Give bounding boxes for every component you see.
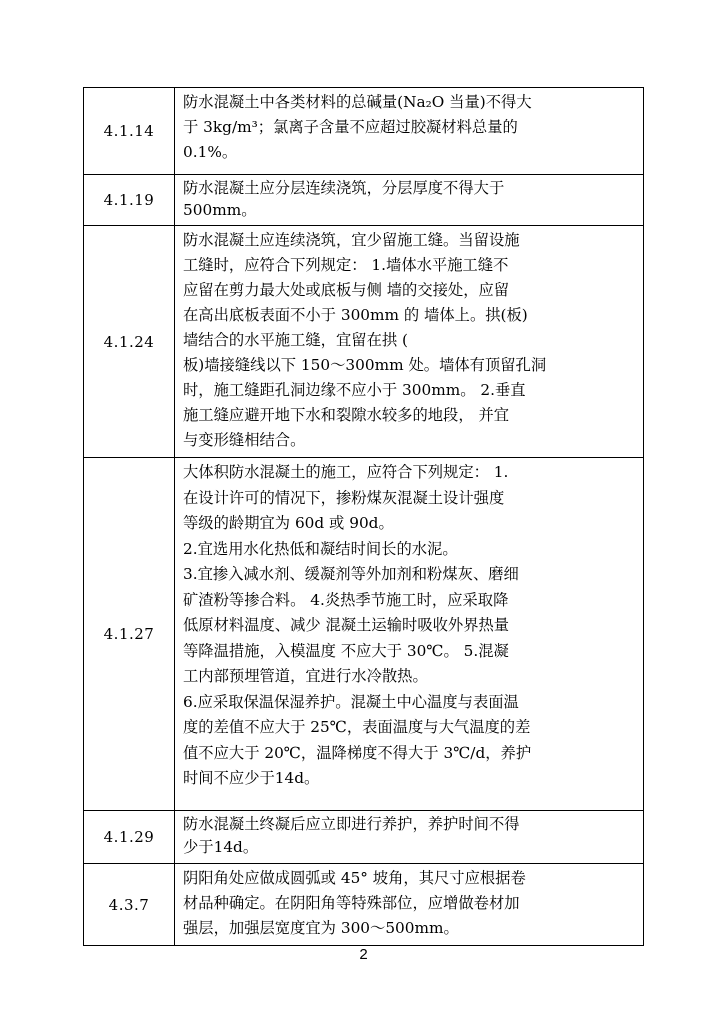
text-line: 墙结合的水平施工缝，宜留在拱 ( [183, 331, 408, 349]
text-line: 工内部预埋管道，宜进行水冷散热。 [183, 667, 428, 685]
text-line: 时间不应少于14d。 [183, 769, 320, 787]
text-line: 在高出底板表面不小于 300mm 的 墙体上。拱(板) [183, 306, 528, 324]
text-line: 500mm。 [183, 201, 257, 219]
clause-text [175, 811, 644, 864]
clause-number: 4.1.14 [84, 88, 175, 175]
table-row [84, 864, 644, 946]
text-line: 防水混凝土应分层连续浇筑，分层厚度不得大于 [183, 179, 505, 197]
text-line: 少于14d。 [183, 838, 259, 856]
text-line: 0.1%。 [183, 143, 238, 161]
text-line: 3.宜掺入减水剂、缓凝剂等外加剂和粉煤灰、磨细 [183, 565, 519, 583]
clause-text [175, 458, 644, 811]
table-row [84, 811, 644, 864]
text-line: 等级的龄期宜为 60d 或 90d。 [183, 514, 394, 532]
table-row [84, 88, 644, 175]
text-line: 材品种确定。在阴阳角等特殊部位，应增做卷材加 [183, 894, 520, 912]
specification-table [83, 87, 644, 946]
clause-text [175, 226, 644, 458]
text-line: 时，施工缝距孔洞边缘不应小于 300mm。 2.垂直 [183, 381, 526, 399]
clause-number: 4.1.24 [84, 226, 175, 458]
text-line: 工缝时，应符合下列规定： 1.墙体水平施工缝不 [183, 256, 509, 274]
table-row [84, 226, 644, 458]
clause-text [175, 88, 644, 175]
clause-number: 4.1.29 [84, 811, 175, 864]
text-line: 防水混凝土终凝后应立即进行养护，养护时间不得 [183, 815, 520, 833]
page-number: 2 [359, 946, 368, 963]
clause-text [175, 864, 644, 946]
text-line: 与变形缝相结合。 [183, 431, 306, 449]
text-line: 等降温措施，入模温度 不应大于 30℃。 5.混凝 [183, 641, 509, 660]
text-line: 于 3kg/m³；氯离子含量不应超过胶凝材料总量的 [183, 118, 518, 136]
text-line: 应留在剪力最大处或底板与侧 墙的交接处，应留 [183, 281, 510, 299]
text-line: 值不应大于 20℃，温降梯度不得大于 3℃/d，养护 [183, 743, 532, 762]
text-line: 强层，加强层宽度宜为 300～500mm。 [183, 919, 459, 937]
table-row [84, 175, 644, 226]
text-line: 施工缝应避开地下水和裂隙水较多的地段， 并宜 [183, 406, 510, 424]
text-line: 大体积防水混凝土的施工，应符合下列规定： 1. [183, 463, 509, 481]
table-row [84, 458, 644, 811]
clause-number: 4.3.7 [84, 864, 175, 946]
text-line: 防水混凝土应连续浇筑，宜少留施工缝。当留设施 [183, 231, 520, 249]
clause-number: 4.1.27 [84, 458, 175, 811]
text-line: 度的差值不应大于 25℃，表面温度与大气温度的差 [183, 718, 531, 736]
text-line: 2.宜选用水化热低和凝结时间长的水泥。 [183, 539, 458, 558]
clause-number: 4.1.19 [84, 175, 175, 226]
text-line: 矿渣粉等掺合料。 4.炎热季节施工时，应采取降 [183, 590, 509, 609]
clause-text [175, 175, 644, 226]
text-line: 在设计许可的情况下，掺粉煤灰混凝土设计强度 [183, 488, 505, 507]
text-line: 低原材料温度、减少 混凝土运输时吸收外界热量 [183, 616, 510, 634]
text-line: 6.应采取保温保湿养护。混凝土中心温度与表面温 [183, 692, 519, 711]
text-line: 阴阳角处应做成圆弧或 45° 坡角，其尺寸应根据卷 [183, 869, 526, 887]
text-line: 板)墙接缝线以下 150～300mm 处。墙体有顶留孔洞 [183, 356, 547, 374]
text-line: 防水混凝土中各类材料的总碱量(Na₂O 当量)不得大 [183, 93, 532, 111]
